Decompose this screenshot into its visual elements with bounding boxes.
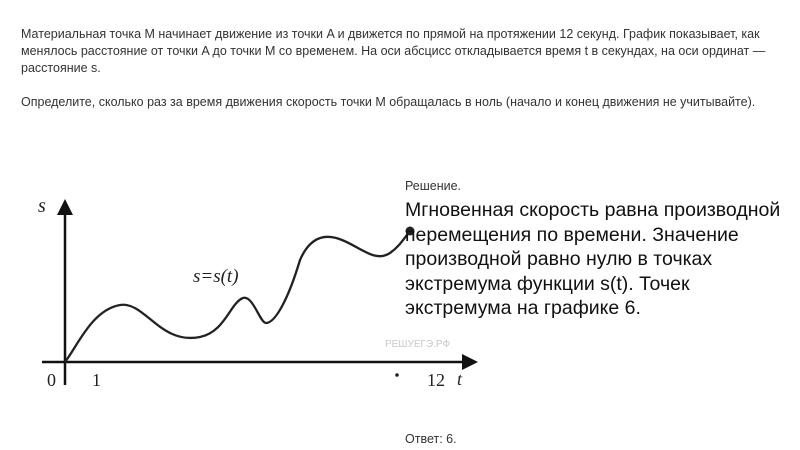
tick-dot — [395, 373, 399, 377]
tick-label-1: 1 — [92, 370, 101, 390]
tick-label-12: 12 — [427, 370, 445, 390]
answer-text: Ответ: 6. — [405, 432, 457, 446]
x-axis-label: t — [457, 369, 463, 389]
watermark: РЕШУЕГЭ.РФ — [385, 339, 451, 350]
problem-paragraph-1: Материальная точка M начинает движение из точки A и движется по прямой на протяжении 12 секунд. График показывает, как менялось расстояние от точки A до точки M со временем. На оси абсцисс откладывается время t в секундах, на оси ординат — расстояние s. — [21, 27, 766, 75]
problem-statement — [21, 26, 781, 111]
y-axis-label: s — [38, 195, 46, 217]
x-axis-arrow — [462, 354, 478, 370]
tick-label-0: 0 — [47, 370, 56, 390]
solution-label: Решение. — [405, 179, 462, 193]
problem-paragraph-2: Определите, сколько раз за время движения скорость точки M обращалась в ноль (начало и конец движения не учитывайте). — [21, 95, 756, 109]
s-of-t-curve — [65, 231, 410, 362]
y-axis-arrow — [57, 199, 73, 215]
curve-label: s=s(t) — [193, 266, 239, 287]
solution-text: Мгновенная скорость равна производной перемещения по времени. Значение производной равно нулю в точках экстремума функции s(t). Точек экстремума на графике 6. — [405, 199, 781, 319]
